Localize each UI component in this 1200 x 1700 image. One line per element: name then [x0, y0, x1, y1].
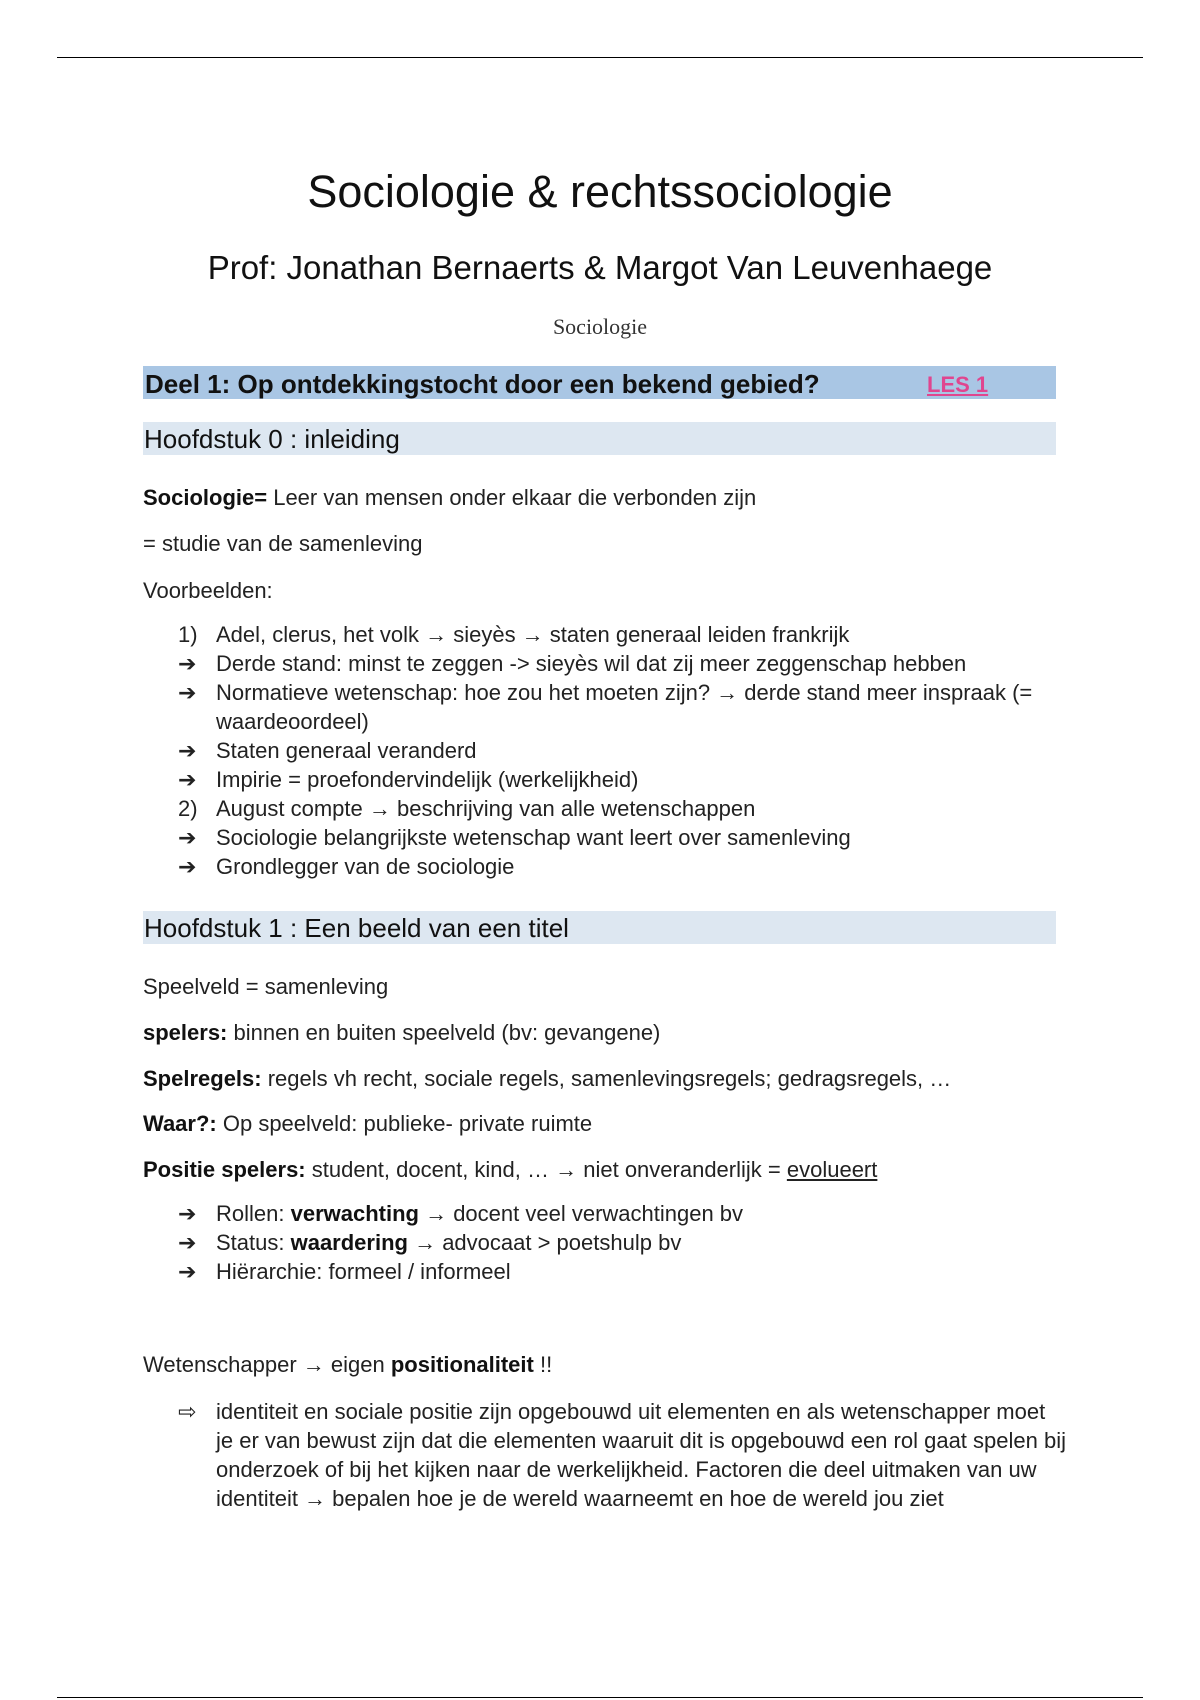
rollen-prefix: Rollen:: [216, 1201, 291, 1226]
document-subtitle: Prof: Jonathan Bernaerts & Margot Van Leuvenhaege: [207, 249, 993, 286]
list-item: [178, 649, 1066, 678]
spelers-term: spelers:: [143, 1020, 228, 1045]
hollow-arrow-icon: ⇨: [178, 1399, 197, 1424]
list-marker: 2): [178, 796, 198, 821]
deel-title: Deel 1: Op ontdekkingstocht door een bekend gebied?: [145, 369, 820, 399]
list-item: [178, 1199, 1066, 1228]
chapter-0-heading: Hoofdstuk 0 : inleiding: [144, 424, 400, 454]
spelregels-term: Spelregels:: [143, 1066, 262, 1091]
arrow-bullet-icon: ➔: [178, 651, 197, 676]
status-bold: waardering: [290, 1230, 408, 1255]
list-item-text: Sociologie belangrijkste wetenschap want leert over samenleving: [216, 825, 851, 850]
arrow-bullet-icon: ➔: [178, 767, 197, 792]
list-item: [178, 736, 1066, 765]
examples-label: Voorbeelden:: [143, 578, 273, 603]
list-item: [178, 852, 1066, 881]
list-item: [178, 1228, 1066, 1257]
list-item: [178, 765, 1066, 794]
waar-line: [143, 1111, 592, 1137]
chapter-1-heading: Hoofdstuk 1 : Een beeld van een titel: [144, 913, 569, 943]
note-text: identiteit en sociale positie zijn opgebouwd uit elementen en als wetenschapper moet je er van bewust zijn dat die elementen waaruit dit is opgebouwd een rol gaat spelen bij onderzoek of bij het kijken naar de werkelijkheid. Factoren die deel uitmaken van uw identiteit → bepalen hoe je de wereld waarneemt en hoe de wereld jou ziet: [216, 1399, 1066, 1511]
positie-line: [143, 1157, 877, 1183]
examples-list: [178, 620, 1066, 881]
positie-underlined: evolueert: [786, 1157, 878, 1182]
note-list: [178, 1397, 1066, 1513]
spelers-line: [143, 1020, 660, 1046]
list-marker: 1): [178, 622, 198, 647]
wetenschapper-prefix: Wetenschapper → eigen: [143, 1352, 391, 1377]
list-item-text: Derde stand: minst te zeggen -> sieyès wil dat zij meer zeggenschap hebben: [216, 651, 967, 676]
status-rest: → advocaat > poetshulp bv: [407, 1230, 682, 1255]
spelregels-line: [143, 1066, 951, 1092]
arrow-bullet-icon: ➔: [178, 1201, 197, 1226]
list-item: [178, 678, 1066, 736]
page-top-rule: [57, 57, 1143, 58]
status-prefix: Status:: [216, 1230, 291, 1255]
chapter-0-heading-bar: [143, 422, 1056, 455]
arrow-bullet-icon: ➔: [178, 1259, 197, 1284]
list-item-text: Staten generaal veranderd: [216, 738, 477, 763]
les-link[interactable]: LES 1: [927, 372, 989, 397]
list-item: [178, 1257, 1066, 1286]
deel-heading-bar: [143, 366, 1056, 399]
arrow-bullet-icon: ➔: [178, 825, 197, 850]
definition-text: Leer van mensen onder elkaar die verbonden zijn: [267, 485, 757, 510]
spelregels-text: regels vh recht, sociale regels, samenlevingsregels; gedragsregels, …: [261, 1066, 952, 1091]
definition-secondary: = studie van de samenleving: [143, 531, 423, 556]
arrow-bullet-icon: ➔: [178, 854, 197, 879]
list-item: [178, 1397, 1066, 1513]
spelers-text: binnen en buiten speelveld (bv: gevangene): [227, 1020, 661, 1045]
definition-paragraph: [143, 485, 756, 511]
wetenschapper-suffix: !!: [533, 1352, 553, 1377]
rollen-bold: verwachting: [290, 1201, 419, 1226]
rollen-rest: → docent veel verwachtingen bv: [418, 1201, 744, 1226]
list-item: [178, 620, 1066, 649]
arrow-bullet-icon: ➔: [178, 1230, 197, 1255]
hierarchie-text: Hiërarchie: formeel / informeel: [216, 1259, 511, 1284]
page-bottom-rule: [57, 1697, 1143, 1698]
list-item: [178, 823, 1066, 852]
list-item-text: Normatieve wetenschap: hoe zou het moeten zijn? → derde stand meer inspraak (= waardeoordeel): [216, 680, 1033, 734]
list-item-text: Adel, clerus, het volk → sieyès → staten generaal leiden frankrijk: [216, 622, 850, 647]
positie-list: [178, 1199, 1066, 1286]
positie-term: Positie spelers:: [143, 1157, 306, 1182]
document-title: Sociologie & rechtssociologie: [307, 166, 893, 217]
wetenschapper-line: [143, 1352, 552, 1378]
list-item-text: Impirie = proefondervindelijk (werkelijkheid): [216, 767, 639, 792]
document-subject: Sociologie: [552, 314, 648, 339]
list-item-text: Grondlegger van de sociologie: [216, 854, 515, 879]
arrow-bullet-icon: ➔: [178, 680, 197, 705]
arrow-bullet-icon: ➔: [178, 738, 197, 763]
positie-text: student, docent, kind, … → niet onveranderlijk =: [305, 1157, 787, 1182]
waar-term: Waar?:: [143, 1111, 217, 1136]
speelveld-line: Speelveld = samenleving: [143, 974, 389, 999]
chapter-1-heading-bar: [143, 911, 1056, 944]
definition-term: Sociologie=: [143, 485, 268, 510]
wetenschapper-bold: positionaliteit: [390, 1352, 534, 1377]
list-item-text: August compte → beschrijving van alle wetenschappen: [216, 796, 756, 821]
waar-text: Op speelveld: publieke- private ruimte: [216, 1111, 593, 1136]
list-item: [178, 794, 1066, 823]
